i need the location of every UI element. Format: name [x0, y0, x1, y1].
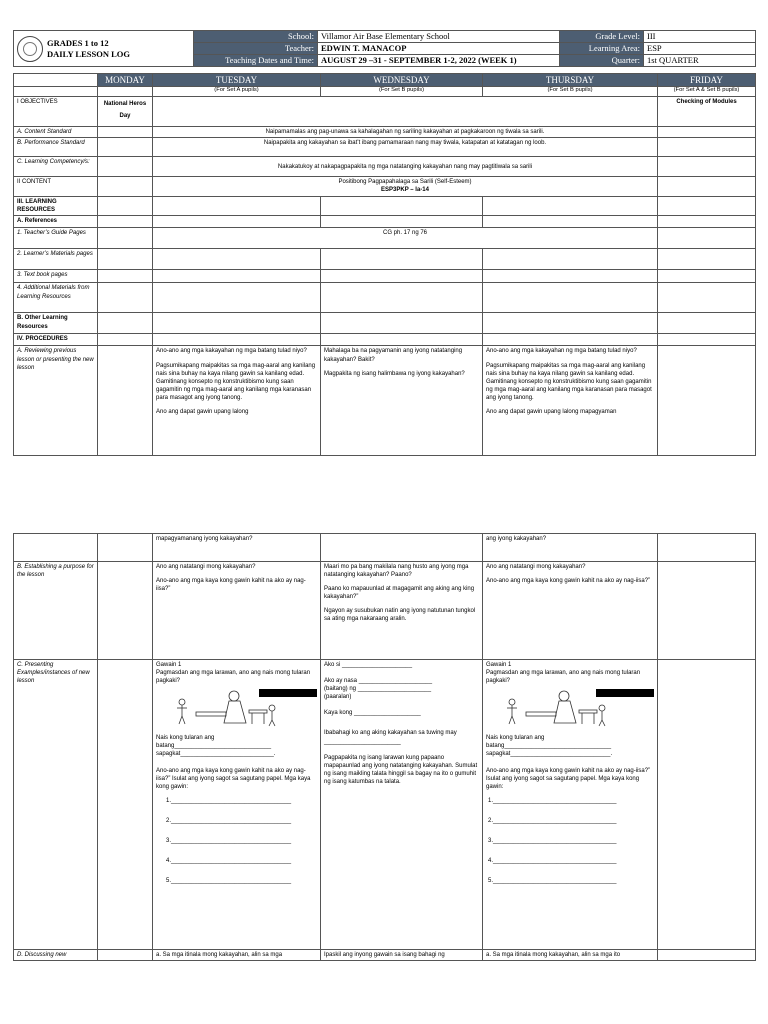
- resources-label: III. LEARNING RESOURCES: [14, 197, 98, 216]
- content-title: Positibong Pagpapahalaga sa Sarili (Self-Esteem): [338, 179, 472, 186]
- ibabahagi-text: Ibabahagi ko ang aking kakayahan sa tuwing may: [324, 730, 457, 737]
- references-label: A. References: [14, 216, 98, 228]
- kaya-text-tue: Ano-ano ang mga kaya kong gawin kahit na ako ay nag-iisa?” Isulat ang iyong sagot sa sagutang papel. Mga kaya kong gawin:: [156, 767, 311, 790]
- review-thu-p: Pagsumikapang maipakitas sa mga mag-aaral ang kanilang nais sina buhay na kaya nilang gawin sa kanilang edad. Gamitinang konsepto ng konstruktibismo kung saan gagamitin ng mga mag-aaral ang kanilang mga karanasan para masagot ang iyong tanong.: [486, 362, 652, 401]
- paaralan-label: (paaralan): [324, 694, 352, 701]
- note-wednesday: (For Set B pupils): [321, 87, 483, 97]
- teachers-guide-label: 1. Teacher’s Guide Pages: [14, 228, 98, 249]
- purpose-thu-q2: Ano-ano ang mga kaya kong gawin kahit na ako ay nag-iisa?”: [486, 578, 651, 585]
- discuss-tue: a. Sa mga itinala mong kakayahan, alin sa mga: [153, 950, 321, 961]
- lesson-table-page1: [13, 73, 756, 456]
- note-thursday: (For Set B pupils): [483, 87, 658, 97]
- teacher-label: Teacher:: [194, 43, 318, 55]
- kaya-kong-label: Kaya kong: [324, 710, 353, 717]
- day-tuesday: TUESDAY: [153, 74, 321, 87]
- purpose-wed-q2: Paano ko mapauunlad at magagamit ang aking ang king kakayahan?”: [324, 586, 475, 601]
- teachers-guide-pages: CG ph. 17 ng 76: [153, 228, 658, 249]
- competency-label: C. Learning Competency/s:: [14, 157, 98, 177]
- header-table: [13, 30, 756, 67]
- area-value: ESP: [644, 43, 756, 55]
- content-standard-label: A. Content Standard: [14, 127, 98, 138]
- batang-label-thu: batang: [486, 743, 505, 750]
- performance-standard: Naipapakita ang kakayahan sa ibat’t ibang pamamaraan nang may tiwala, katapatan at katatagan ng loob.: [153, 138, 658, 157]
- batang-label-tue: batang: [156, 743, 175, 750]
- friday-note: Checking of Modules: [658, 97, 756, 127]
- review-tue-q2: Ano ang dapat gawin upang lalong: [156, 408, 249, 415]
- cont-thu: ang iyong kakayahan?: [483, 534, 658, 562]
- grade-value: III: [644, 31, 756, 43]
- nais-label-tue: Nais kong tularan ang: [156, 735, 215, 742]
- gawain-title-tue: Gawain 1: [156, 662, 182, 668]
- procedures-label: IV. PROCEDURES: [14, 334, 98, 346]
- discussing-label: D. Discussing new: [14, 950, 98, 961]
- review-thu-q1: Ano-ano ang mga kakayahan ng mga batang tulad niyo?: [486, 348, 637, 355]
- ako-si-label: Ako si: [324, 662, 341, 668]
- discuss-wed: Ipaskil ang inyong gawain sa isang bahagi ng: [321, 950, 483, 961]
- additional-materials-label: 4. Additional Materials from Learning Resources: [14, 283, 98, 313]
- title-dll: DAILY LESSON LOG: [47, 48, 130, 59]
- review-tue-p: Pagsumikapang maipakitas sa mga mag-aaral ang kanilang nais sina buhay na kaya nilang gawin sa kanilang edad. Gamitinang konsepto ng konstruktibismo kung saan gagamitin ng mga mag-aaral ang kanilang mga karanasan para masagot ang iyong tanong.: [156, 362, 316, 401]
- lesson-table-page2: mapagyamanang iyong kakayahan? ang iyong kakayahan? B. Establishing a purpose for the lesson Ano ang natatangi mong kakayahan? Ano-ano ang mga kaya kong gawin kahit na ako ay nag-iisa?” Maari mo pa bang makilala nang husto ang iyong mga natatanging kakayahan? Paano? Paano ko mapauunlad at magagamit ang aking ang king kakayahan?” Ngayon ay susubukan natin ang iyong natutunan tungkol sa ating mga nakaraang aralin. Ano ang natatangi mong kakayahan? Ano-ano ang mga kaya kong gawin kahit na ako ay nag-iisa?” C. Presenting Examples/instances of new lesson Gawain 1 Pagmasdan ang mga larawan, ano ang nais mong tularan pagkaki? Nais kong tularan ang batang_____________________________ sapagkat____________________________. Ano-ano ang mga kaya kong gawin kahit na ako ay nag-iisa?” Isulat ang iyong sagot sa sagutang papel. Mga kaya kong gawin: 1.____________________________________ 2.____________________________________ 3.____________________________________ 4.____________________________________ 5.____________________________________ Ako si _____________________ Ako ay nasa ______________________ (baitang) ng ______________________ (paaralan) Kaya kong ____________________ Ibabahagi ko ang aking kakayahan sa tuwing may _______________________ Pagpapakita ng isang larawan kung papaano mapapaunlad ang iyong natatanging kakayahan. Sumulat ng isang maikling talata hinggil sa bagay na ito o gumuhit ng isang katumbas na talata. Gawain 1 Pagmasdan ang mga larawan, ano ang nais mong tularan pagkaki? Nais kong tularan ang batang________________________________ sapagkat______________________________. Ano-ano ang mga kaya kong gawin kahit na ako ay nag-iisa?” Isulat ang iyong sagot sa sagutang papel. Mga kaya kong gawin: 1._____________________________________ 2._____________________________________ 3._____________________________________ 4._____________________________________ 5._____________________________________ D. Discussing new a. Sa mga itinala mong kakayahan, alin sa mga Ipaskil ang inyong gawain sa isang bahagi ng a. Sa mga itinala mong kakayahan, alin sa mga ito: [13, 533, 756, 961]
- purpose-thu-q1: Ano ang natatangi mong kakayahan?: [486, 564, 586, 570]
- day-friday: FRIDAY: [658, 74, 756, 87]
- review-tue-q1: Ano-ano ang mga kakayahan ng mga batang tulad niyo?: [156, 348, 307, 355]
- purpose-wed-q1: Maari mo pa bang makilala nang husto ang iyong mga natatanging kakayahan? Paano?: [324, 564, 469, 579]
- performance-standard-label: B. Performance Standard: [14, 138, 98, 157]
- content-standard: Naipamamalas ang pag-unawa sa kahalagahan ng sariling kakayahan at pagkakaroon ng tiwala sa sarili.: [153, 127, 658, 138]
- purpose-label: B. Establishing a purpose for the lesson: [14, 562, 98, 660]
- quarter-label: Quarter:: [560, 55, 644, 67]
- gawain-title-thu: Gawain 1: [486, 662, 512, 668]
- grade-label: Grade Level:: [560, 31, 644, 43]
- other-resources-label: B. Other Learning Resources: [14, 313, 98, 334]
- purpose-tue-q2: Ano-ano ang mga kaya kong gawin kahit na ako ay nag-iisa?”: [156, 578, 306, 593]
- school-value: Villamor Air Base Elementary School: [318, 31, 560, 43]
- activity-picture-thu: [486, 688, 654, 728]
- deped-seal-icon: [17, 36, 43, 62]
- area-label: Learning Area:: [560, 43, 644, 55]
- title-grades: GRADES 1 to 12: [47, 37, 109, 48]
- content-code: ESP3PKP – Ia-14: [381, 187, 429, 194]
- note-tuesday: (For Set A pupils): [153, 87, 321, 97]
- textbook-label: 3. Text book pages: [14, 270, 98, 283]
- review-label: A. Reviewing previous lesson or presenting the new lesson: [14, 346, 98, 456]
- review-wed-q2: Magpakita ng isang halimbawa ng iyong kakayahan?: [324, 370, 465, 377]
- content-label: II CONTENT: [14, 177, 98, 197]
- nais-label-thu: Nais kong tularan ang: [486, 735, 545, 742]
- dates-label: Teaching Dates and Time:: [194, 55, 318, 67]
- gumuhit-text: Pagpapakita ng isang larawan kung papaano mapapaunlad ang iyong natatanging kakayahan. Sumulat ng isang maikling talata hinggil sa bagay na ito o gumuhit ng isang katumbas na talata.: [324, 754, 478, 785]
- baitang-label: (baitang) ng: [324, 686, 357, 693]
- review-thu-q2: Ano ang dapat gawin upang lalong mapagyaman: [486, 408, 617, 415]
- gawain-text-tue: Pagmasdan ang mga larawan, ano ang nais mong tularan pagkaki?: [156, 670, 311, 685]
- dates-value: AUGUST 29 –31 - SEPTEMBER 1-2, 2022 (WEEK 1): [318, 55, 560, 67]
- day-monday: MONDAY: [98, 74, 153, 87]
- review-wed-q1: Mahalaga ba na pagyamanin ang iyong natatanging kakayahan? Bakit?: [324, 348, 463, 363]
- objectives-label: I OBJECTIVES: [14, 97, 98, 127]
- ako-ay-label: Ako ay nasa: [324, 678, 358, 685]
- kaya-text-thu: Ano-ano ang mga kaya kong gawin kahit na ako ay nag-iisa?” Isulat ang iyong sagot sa sagutang papel. Mga kaya kong gawin:: [486, 767, 651, 790]
- sapagkat-label-thu: sapagkat: [486, 751, 511, 758]
- sapagkat-label-tue: sapagkat: [156, 751, 181, 758]
- cont-tue: mapagyamanang iyong kakayahan?: [153, 534, 321, 562]
- day-wednesday: WEDNESDAY: [321, 74, 483, 87]
- purpose-wed-p: Ngayon ay susubukan natin ang iyong natutunan tungkol sa ating mga nakaraang aralin.: [324, 608, 476, 623]
- monday-holiday: National Heros Day: [98, 97, 153, 127]
- purpose-tue-q1: Ano ang natatangi mong kakayahan?: [156, 564, 256, 570]
- competency: Nakakatukoy at nakapagpapakita ng mga natatanging kakayahan nang may pagtitiwala sa sarili: [153, 157, 658, 177]
- presenting-label: C. Presenting Examples/instances of new lesson: [14, 660, 98, 950]
- quarter-value: 1st QUARTER: [644, 55, 756, 67]
- school-label: School:: [194, 31, 318, 43]
- learners-materials-label: 2. Learner’s Materials pages: [14, 249, 98, 270]
- note-friday: (For Set A & Set B pupils): [658, 87, 756, 97]
- activity-picture: [156, 688, 317, 728]
- discuss-thu: a. Sa mga itinala mong kakayahan, alin sa mga ito: [483, 950, 658, 961]
- gawain-text-thu: Pagmasdan ang mga larawan, ano ang nais mong tularan pagkaki?: [486, 670, 641, 685]
- teacher-value: EDWIN T. MANACOP: [318, 43, 560, 55]
- day-thursday: THURSDAY: [483, 74, 658, 87]
